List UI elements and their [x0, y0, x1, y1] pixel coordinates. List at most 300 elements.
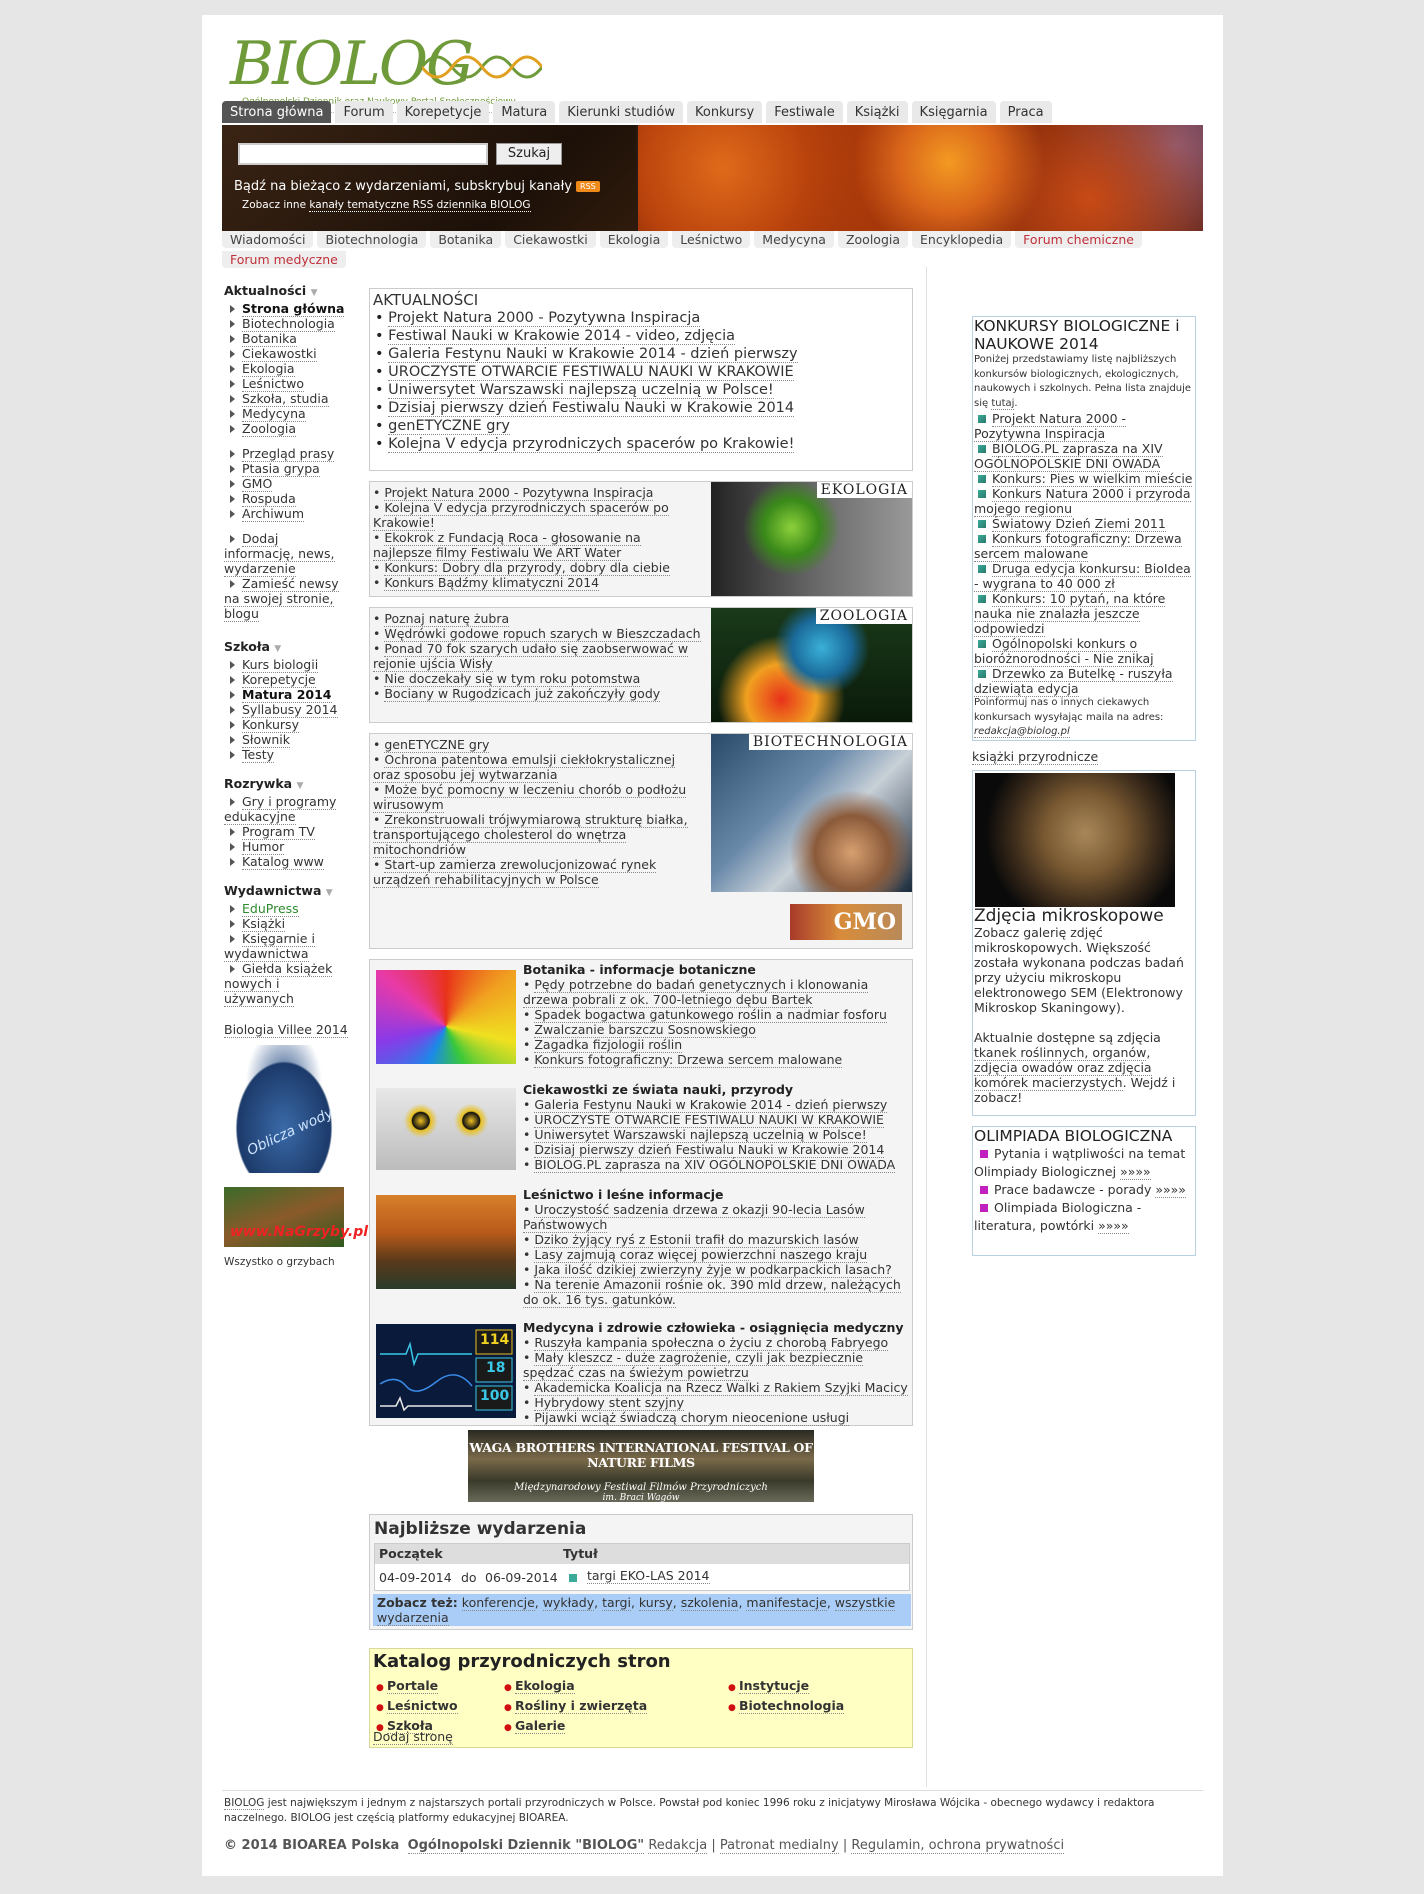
catalog-link-label: Portale — [387, 1678, 439, 1693]
search-button[interactable]: Szukaj — [496, 143, 562, 165]
sidebar-item[interactable] — [224, 391, 350, 406]
nav-tab-korepetycje[interactable]: Korepetycje — [397, 101, 490, 123]
list-item-label: Poznaj naturę żubra — [384, 611, 510, 626]
sidebar-item[interactable] — [224, 476, 350, 491]
list-item[interactable] — [373, 485, 703, 500]
list-item[interactable] — [373, 530, 703, 560]
list-item[interactable] — [523, 1127, 909, 1142]
sidebar-item[interactable] — [224, 717, 350, 732]
bullet-icon — [978, 595, 986, 603]
sidebar-item-label: Kurs biologii — [242, 657, 319, 672]
sidebar-item-label: Leśnictwo — [242, 376, 304, 391]
microscope-text: Zobacz galerię zdjęć mikroskopowych. Większość została wykonana podczas badań przy użyciu mikroskopu elektronowego SEM (Elektronowy Mikroskop Skaningowy). Aktualnie dostępne są zdjęcia tkanek roślinnych, organów, zdjęcia owadów oraz zdjęcia komórek macierzystych. Wejdź i zobacz! — [974, 924, 1184, 1105]
contests-intro-text: Poniżej przedstawiamy listę najbliższych konkursów biologicznych, ekologicznych, naukowych i szkolnych. Pełna lista znajduje się — [974, 354, 1192, 409]
catalog-add-label: Dodaj stronę — [373, 1729, 453, 1744]
event-date-sep: do — [461, 1570, 477, 1585]
list-item-label: Nie doczekały się w tym roku potomstwa — [384, 671, 641, 686]
event-start-date: 04-09-2014 — [379, 1570, 452, 1585]
news-box — [369, 288, 913, 471]
more-link[interactable]: »»»» — [1155, 1181, 1186, 1197]
sidebar-item[interactable] — [224, 961, 350, 1006]
forest-image[interactable] — [376, 1195, 516, 1289]
contest-item-label: Światowy Dzień Ziemi 2011 — [992, 516, 1166, 531]
contests-title: KONKURSY BIOLOGICZNE i NAUKOWE 2014 — [974, 317, 1180, 353]
list-item[interactable] — [523, 1097, 909, 1112]
contest-item[interactable] — [974, 531, 1194, 561]
topic-title[interactable]: Leśnictwo i leśne informacje — [523, 1187, 724, 1202]
sidebar-head-wydawnictwa[interactable] — [224, 883, 350, 901]
sidebar-item[interactable] — [224, 839, 350, 854]
list-item[interactable] — [523, 1007, 909, 1022]
list-item-label: Ponad 70 fok szarych udało się zaobserwować w rejonie ujścia Wisły — [373, 641, 689, 671]
bullet-icon — [978, 415, 986, 423]
contests-email-link[interactable]: redakcja@biolog.pl — [974, 726, 1070, 737]
sidebar-head-aktualnosci[interactable] — [224, 283, 350, 301]
list-item[interactable] — [523, 1142, 909, 1157]
news-item[interactable] — [373, 309, 909, 327]
list-item-label: genETYCZNE gry — [384, 737, 490, 752]
sidebar-item[interactable] — [224, 901, 350, 916]
villee-label: Biologia Villee 2014 — [224, 1022, 348, 1037]
col-title: Tytuł — [563, 1546, 598, 1561]
list-item[interactable] — [523, 1112, 909, 1127]
see-also-link[interactable]: kursy — [638, 1595, 673, 1610]
bullet-icon — [978, 445, 986, 453]
sidebar-item-label: Humor — [242, 839, 285, 854]
events-table — [374, 1543, 910, 1591]
contest-item-label: Konkurs: Pies w wielkim mieście — [992, 471, 1193, 486]
list-item[interactable] — [373, 857, 703, 887]
list-item-label: Jaka ilość dzikiej zwierzyny żyje w podkarpackich lasach? — [534, 1262, 892, 1277]
sidebar-item-label: Botanika — [242, 331, 297, 346]
list-item[interactable] — [523, 1202, 909, 1232]
microscope-link-tissues[interactable]: tkanek roślinnych, organów — [974, 1044, 1147, 1060]
nav-tab-konkursy[interactable]: Konkursy — [687, 101, 762, 123]
list-item[interactable] — [373, 812, 703, 857]
subnav-ciekawostki[interactable]: Ciekawostki — [505, 231, 596, 248]
list-item[interactable] — [523, 1277, 909, 1307]
catalog-link-label: Galerie — [515, 1718, 566, 1733]
list-item-label: Kolejna V edycja przyrodniczych spacerów po Krakowie! — [373, 500, 669, 530]
news-item[interactable] — [373, 435, 909, 453]
sidebar-item[interactable] — [224, 657, 350, 672]
list-item-label: Hybrydowy stent szyjny — [534, 1395, 684, 1410]
biotech-list — [373, 737, 703, 887]
news-item[interactable] — [373, 363, 909, 381]
topic-title[interactable]: Ciekawostki ze świata nauki, przyrody — [523, 1082, 794, 1097]
main-content — [369, 288, 913, 1748]
catalog-link[interactable] — [504, 1697, 647, 1717]
sidebar-item-label: Książki — [242, 916, 286, 931]
subnav-biotechnologia[interactable]: Biotechnologia — [317, 231, 426, 248]
sidebar-item-embed-news[interactable] — [224, 576, 350, 621]
nav-tab-ksiegarnia[interactable]: Księgarnia — [912, 101, 996, 123]
list-item[interactable] — [523, 977, 909, 1007]
sidebar-item[interactable] — [224, 687, 350, 702]
list-item-label: Konkurs fotograficzny: Drzewa sercem malowane — [534, 1052, 843, 1067]
list-item[interactable] — [523, 1232, 909, 1247]
list-item[interactable] — [523, 1335, 909, 1350]
footer-link-patronat[interactable]: Patronat medialny — [719, 1838, 839, 1853]
subnav-wiadomosci[interactable]: Wiadomości — [222, 231, 313, 248]
sidebar-item[interactable] — [224, 446, 350, 461]
bullet-icon — [978, 520, 986, 528]
news-item[interactable] — [373, 345, 909, 363]
list-item[interactable] — [523, 1380, 909, 1395]
sidebar-head-label: Aktualności — [224, 283, 307, 298]
subnav-ekologia[interactable]: Ekologia — [600, 231, 669, 248]
nav-tab-matura[interactable]: Matura — [493, 101, 555, 123]
microscope-image[interactable] — [975, 773, 1175, 907]
sidebar-item[interactable] — [224, 794, 350, 824]
subnav-medycyna[interactable]: Medycyna — [754, 231, 834, 248]
rss-text — [234, 179, 600, 194]
sidebar-item-label: Rospuda — [242, 491, 296, 506]
catalog-add-link[interactable] — [373, 1729, 453, 1744]
sidebar-item[interactable] — [224, 406, 350, 421]
sidebar-item[interactable] — [224, 361, 350, 376]
sidebar-item[interactable] — [224, 376, 350, 391]
sidebar-head-szkola[interactable] — [224, 639, 350, 657]
oblicza-wody-text: Oblicza wody — [244, 1105, 336, 1159]
contests-outro — [974, 696, 1194, 740]
list-item-label: Ruszyła kampania społeczna o życiu z chorobą Fabryego — [534, 1335, 889, 1350]
zoology-list — [373, 611, 703, 701]
subnav-lesnictwo[interactable]: Leśnictwo — [672, 231, 750, 248]
banner-search-area — [222, 125, 636, 231]
footer-about — [224, 1796, 1204, 1826]
list-item-label: Pędy potrzebne do badań genetycznych i klonowania drzewa pobrali z ok. 700-letniego dębu Bartek — [523, 977, 869, 1007]
sidebar-head-label: Wydawnictwa — [224, 883, 322, 898]
microscope-title[interactable]: Zdjęcia mikroskopowe — [974, 905, 1164, 926]
monitor-value-2: 18 — [486, 1360, 506, 1376]
olympiad-item[interactable] — [974, 1181, 1194, 1199]
news-item-label: Galeria Festynu Nauki w Krakowie 2014 - dzień pierwszy — [388, 346, 798, 362]
list-item-label: Ochrona patentowa emulsji ciekłokrystalicznej oraz sposobu jej wytwarzania — [373, 752, 676, 782]
right-sidebar — [972, 316, 1196, 1256]
ecology-image[interactable] — [711, 482, 912, 596]
sidebar-item-label: EduPress — [242, 901, 299, 916]
sidebar-item[interactable] — [224, 316, 350, 331]
news-item[interactable] — [373, 417, 909, 435]
contest-item[interactable] — [974, 666, 1194, 696]
contests-all-link[interactable]: tutaj — [991, 397, 1015, 409]
topic-list — [523, 977, 909, 1067]
waga-subtitle-2: im. Braci Wagów — [602, 1493, 680, 1503]
list-item[interactable] — [373, 737, 703, 752]
olympiad-item-label: Prace badawcze - porady — [994, 1181, 1152, 1197]
list-item[interactable] — [523, 1037, 909, 1052]
list-item[interactable] — [523, 1157, 909, 1172]
events-table-header — [375, 1544, 909, 1564]
bullet-icon — [978, 640, 986, 648]
subnav-encyklopedia[interactable]: Encyklopedia — [912, 231, 1011, 248]
logo-word: BIOLOG — [230, 29, 472, 99]
catalog-link[interactable] — [376, 1677, 458, 1697]
list-item-label: BIOLOG.PL zaprasza na XIV OGÓLNOPOLSKIE DNI OWADA — [534, 1157, 896, 1172]
sidebar-item[interactable] — [224, 931, 350, 961]
list-item[interactable] — [373, 671, 703, 686]
more-link[interactable]: »»»» — [1098, 1217, 1129, 1233]
news-item[interactable] — [373, 381, 909, 399]
list-item-label: Zrekonstruowali trójwymiarową strukturę białka, transportującego cholesterol do wnętrza mitochondriów — [373, 812, 688, 857]
bullet-icon — [980, 1186, 988, 1194]
subnav-forum-medyczne[interactable]: Forum medyczne — [222, 251, 346, 268]
waga-festival-banner[interactable] — [468, 1430, 814, 1502]
see-also-link[interactable]: wykłady — [542, 1595, 595, 1610]
news-title: AKTUALNOŚCI — [373, 291, 479, 309]
list-item[interactable] — [373, 752, 703, 782]
catalog-link-label: Szkoła — [387, 1718, 433, 1733]
nav-tab-home[interactable]: Strona główna — [222, 101, 331, 123]
list-item-label: Pijawki wciąż świadczą chorym nieocenione usługi — [534, 1410, 850, 1425]
nav-tab-praca[interactable]: Praca — [1000, 101, 1052, 123]
sidebar-item-label: Konkursy — [242, 717, 299, 732]
contest-item-label: Projekt Natura 2000 - Pozytywna Inspiracja — [974, 411, 1127, 441]
dna-helix-icon — [422, 47, 542, 87]
sidebar-item[interactable] — [224, 301, 350, 316]
event-icon — [569, 1574, 577, 1582]
microscope-text-1: Zobacz galerię zdjęć mikroskopowych. Większość została wykonana podczas badań przy użyciu mikroskopu elektronowego SEM (Elektronowy Mikroskop Skaningowy). — [974, 924, 1184, 1015]
list-item[interactable] — [373, 611, 703, 626]
topic-list — [523, 1097, 909, 1172]
main-nav — [222, 101, 1052, 123]
ecology-label: EKOLOGIA — [817, 482, 912, 498]
news-item-label: Dzisiaj pierwszy dzień Festiwalu Nauki w Krakowie 2014 — [388, 400, 795, 416]
news-item[interactable] — [373, 399, 909, 417]
list-item[interactable] — [373, 782, 703, 812]
sidebar-item-label: Zamieść newsy na swojej stronie, blogu — [224, 576, 339, 621]
rss-text-label: Bądź na bieżąco z wydarzeniami, subskrybuj kanały — [234, 179, 573, 194]
footer-copyright: © 2014 BIOAREA Polska — [224, 1838, 400, 1853]
bullet-icon — [980, 1204, 988, 1212]
owl-image[interactable] — [376, 1088, 516, 1170]
sidebar-item-label: Szkoła, studia — [242, 391, 329, 406]
topic-title[interactable]: Medycyna i zdrowie człowieka - osiągnięcia medyczny — [523, 1320, 904, 1335]
sidebar-item-label: Biotechnologia — [242, 316, 335, 331]
sidebar-item[interactable] — [224, 747, 350, 762]
contest-item[interactable] — [974, 636, 1194, 666]
sidebar-item-label: Giełda książek nowych i używanych — [224, 961, 333, 1006]
catalog-link-label: Biotechnologia — [739, 1698, 845, 1713]
contest-item[interactable] — [974, 411, 1194, 441]
contest-item[interactable] — [974, 561, 1194, 591]
see-also-link[interactable]: szkolenia — [680, 1595, 739, 1610]
more-link[interactable]: »»»» — [1120, 1163, 1151, 1179]
see-also-link[interactable]: konferencje — [461, 1595, 535, 1610]
sidebar-item[interactable] — [224, 702, 350, 717]
list-item-label: Uroczystość sadzenia drzewa z okazji 90-lecia Lasów Państwowych — [523, 1202, 865, 1232]
list-item-label: Spadek bogactwa gatunkowego roślin a nadmiar fosforu — [534, 1007, 887, 1022]
list-item[interactable] — [373, 686, 703, 701]
catalog-link-label: Ekologia — [515, 1678, 575, 1693]
list-item-label: Akademicka Koalicja na Rzecz Walki z Rakiem Szyjki Macicy — [534, 1380, 908, 1395]
sidebar-item-label: Program TV — [242, 824, 315, 839]
sidebar-item[interactable] — [224, 331, 350, 346]
sidebar-item-label: Ekologia — [242, 361, 295, 376]
see-also-link[interactable]: wszystkie wydarzenia — [377, 1595, 896, 1625]
chevron-down-icon: ▼ — [310, 288, 318, 298]
catalog-link[interactable] — [376, 1697, 458, 1717]
olympiad-item[interactable] — [974, 1145, 1194, 1181]
topics-box — [369, 959, 913, 1426]
footer-biolog-link[interactable]: BIOLOG — [224, 1797, 265, 1809]
list-item[interactable] — [523, 1410, 909, 1425]
list-item-label: Projekt Natura 2000 - Pozytywna Inspiracja — [384, 485, 654, 500]
rss-more-prefix: Zobacz inne — [242, 199, 307, 211]
sidebar-item[interactable] — [224, 491, 350, 506]
news-item[interactable] — [373, 327, 909, 345]
event-title-link[interactable]: targi EKO-LAS 2014 — [587, 1568, 710, 1583]
subnav-forum-chemiczne[interactable]: Forum chemiczne — [1015, 231, 1142, 248]
zoology-image[interactable] — [711, 608, 912, 722]
nav-tab-ksiazki[interactable]: Książki — [847, 101, 908, 123]
sidebar-item-label: Słownik — [242, 732, 290, 747]
list-item[interactable] — [523, 1022, 909, 1037]
catalog-link[interactable] — [728, 1677, 844, 1697]
contest-item[interactable] — [974, 591, 1194, 636]
topic-title[interactable]: Botanika - informacje botaniczne — [523, 962, 756, 977]
list-item-label: Zwalczanie barszczu Sosnowskiego — [534, 1022, 756, 1037]
sidebar-item[interactable] — [224, 916, 350, 931]
contest-item-label: Konkurs: 10 pytań, na które nauka nie znalazła jeszcze odpowiedzi — [974, 591, 1166, 636]
sidebar-item[interactable] — [224, 824, 350, 839]
list-item[interactable] — [373, 575, 703, 590]
grzyby-caption: Wszystko o grzybach — [224, 1256, 335, 1268]
sidebar-item[interactable] — [224, 461, 350, 476]
contests-outro-text: Poinformuj nas o innych ciekawych konkursach wysyłając maila na adres: — [974, 697, 1164, 723]
subnav-botanika[interactable]: Botanika — [430, 231, 501, 248]
sidebar-item-label: Gry i programy edukacyjne — [224, 794, 337, 824]
see-also-link[interactable]: targi — [602, 1595, 631, 1610]
list-item[interactable] — [373, 626, 703, 641]
list-item[interactable] — [373, 641, 703, 671]
events-box — [369, 1514, 913, 1630]
footer-link-redakcja[interactable]: Redakcja — [648, 1838, 708, 1853]
list-item[interactable] — [523, 1052, 909, 1067]
list-item[interactable] — [373, 560, 703, 575]
col-start: Początek — [379, 1546, 443, 1561]
list-item-label: Zagadka fizjologii roślin — [534, 1037, 683, 1052]
botanika-image[interactable] — [376, 970, 516, 1064]
sidebar-head-rozrywka[interactable] — [224, 776, 350, 794]
contest-item-label: Druga edycja konkursu: BioIdea - wygrana to 40 000 zł — [974, 561, 1191, 591]
see-also-bar: Zobacz też: konferencje, wykłady, targi, kursy, szkolenia, manifestacje, wszystkie wydarzenia — [373, 1594, 911, 1626]
olympiad-box — [972, 1126, 1196, 1256]
sidebar-item[interactable] — [224, 421, 350, 436]
footer-link-regulamin[interactable]: Regulamin, ochrona prywatności — [851, 1838, 1065, 1853]
contest-item[interactable] — [974, 471, 1194, 486]
oblicza-wody-banner[interactable] — [224, 1045, 344, 1173]
sidebar-item[interactable] — [224, 672, 350, 687]
microscope-text-2: Aktualnie dostępne są zdjęcia — [974, 1029, 1161, 1045]
list-item-label: Dzisiaj pierwszy dzień Festiwalu Nauki w Krakowie 2014 — [534, 1142, 885, 1157]
contest-item-label: BIOLOG.PL zaprasza na XIV OGÓLNOPOLSKIE DNI OWADA — [974, 441, 1163, 471]
monitor-image[interactable] — [376, 1324, 516, 1418]
list-item[interactable] — [523, 1395, 909, 1410]
gmo-banner[interactable]: GMO — [790, 904, 902, 940]
topic-list — [523, 1335, 909, 1425]
news-item-label: Kolejna V edycja przyrodniczych spacerów po Krakowie! — [388, 436, 795, 452]
contest-item-label: Ogólnopolski konkurs o bioróżnorodności - Nie znikaj — [974, 636, 1154, 666]
nav-tab-kierunki[interactable]: Kierunki studiów — [559, 101, 683, 123]
rss-icon[interactable]: RSS — [576, 181, 600, 192]
contest-item[interactable] — [974, 441, 1194, 471]
list-item[interactable] — [373, 500, 703, 530]
subnav-zoologia[interactable]: Zoologia — [838, 231, 908, 248]
see-also-link[interactable]: manifestacje — [746, 1595, 827, 1610]
contest-item[interactable] — [974, 486, 1194, 516]
monitor-value-1: 114 — [480, 1332, 510, 1348]
contest-item[interactable] — [974, 516, 1194, 531]
contests-box — [972, 316, 1196, 741]
rss-more — [242, 199, 531, 211]
olympiad-item-label: Olimpiada Biologiczna - literatura, powtórki — [974, 1199, 1142, 1233]
catalog-link[interactable] — [728, 1697, 844, 1717]
ecology-box — [369, 481, 913, 597]
bullet-icon — [978, 535, 986, 543]
chevron-down-icon: ▼ — [274, 644, 282, 654]
rss-channels-link[interactable]: kanały tematyczne RSS dziennika BIOLOG — [309, 199, 531, 211]
list-item[interactable] — [523, 1350, 909, 1380]
list-item-label: Na terenie Amazonii rośnie ok. 390 mld drzew, należących do ok. 16 tys. gatunków. — [523, 1277, 901, 1307]
sidebar-item-label: Zoologia — [242, 421, 297, 436]
sub-nav — [222, 231, 1203, 268]
contests-intro: Poniżej przedstawiamy listę najbliższych konkursów biologicznych, ekologicznych, naukowych i szkolnych. Pełna lista znajduje się tutaj. — [974, 354, 1192, 409]
chevron-down-icon: ▼ — [325, 888, 333, 898]
nav-tab-forum[interactable]: Forum — [335, 101, 392, 123]
catalog-link[interactable] — [504, 1677, 647, 1697]
nature-books-link[interactable] — [972, 749, 1196, 764]
bullet-icon — [978, 670, 986, 678]
sidebar-item-label: Archiwum — [242, 506, 305, 521]
left-sidebar — [224, 283, 369, 1270]
catalog-col-3 — [728, 1677, 844, 1717]
sidebar-item-label: Katalog www — [242, 854, 324, 869]
list-item[interactable] — [523, 1262, 909, 1277]
sidebar-item-label: Strona główna — [242, 301, 345, 316]
olympiad-item[interactable] — [974, 1199, 1194, 1235]
sidebar-item-add-news[interactable] — [224, 531, 350, 576]
bullet-icon — [978, 475, 986, 483]
sidebar-item[interactable] — [224, 732, 350, 747]
sidebar-item[interactable] — [224, 506, 350, 521]
header-banner — [222, 125, 1203, 231]
villee-link[interactable] — [224, 1022, 350, 1037]
biotech-image[interactable] — [711, 734, 912, 892]
waga-subtitle: Międzynarodowy Festiwal Filmów Przyrodniczych — [514, 1482, 768, 1493]
sidebar-item[interactable] — [224, 346, 350, 361]
sidebar-item-label: Przegląd prasy — [242, 446, 335, 461]
sidebar-item[interactable] — [224, 854, 350, 869]
topic-list — [523, 1202, 909, 1307]
catalog-col-2 — [504, 1677, 647, 1737]
nagrzyby-banner[interactable] — [224, 1187, 369, 1247]
list-item[interactable] — [523, 1247, 909, 1262]
contest-item-label: Konkurs fotograficzny: Drzewa sercem malowane — [974, 531, 1182, 561]
catalog-col-1 — [376, 1677, 458, 1737]
nav-tab-festiwale[interactable]: Festiwale — [766, 101, 842, 123]
bullet-icon — [978, 490, 986, 498]
footer-dziennik-link[interactable]: Ogólnopolski Dziennik "BIOLOG" — [407, 1838, 645, 1853]
list-item-label: Mały kleszcz - duże zagrożenie, czyli jak bezpiecznie spędzać czas na świeżym powietrzu — [523, 1350, 864, 1380]
list-item-label: Uniwersytet Warszawski najlepszą uczelnią w Polsce! — [534, 1127, 867, 1142]
search-input[interactable] — [238, 143, 488, 165]
microscope-link-insects[interactable]: zdjęcia owadów oraz zdjęcia komórek macierzystych — [974, 1059, 1152, 1090]
catalog-link[interactable] — [504, 1717, 647, 1737]
news-item-label: Projekt Natura 2000 - Pozytywna Inspiracja — [388, 310, 701, 326]
microscope-text-3: Wejdź i zobacz! — [974, 1074, 1176, 1105]
